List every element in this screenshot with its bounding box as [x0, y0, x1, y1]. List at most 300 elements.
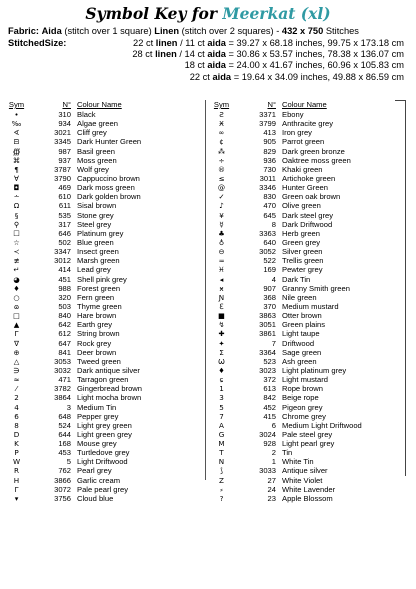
size-line	[8, 38, 412, 49]
row-number: 934	[58, 119, 71, 129]
row-number: 3346	[259, 183, 276, 193]
row-colour-name: Lead grey	[77, 265, 111, 275]
row-colour-name: Hare brown	[77, 311, 117, 321]
row-colour-name: Khaki green	[282, 164, 323, 174]
size-line-fabric2: aida	[207, 38, 226, 48]
table-row	[3, 339, 199, 348]
size-line-rest: = 39.27 x 68.18 inches, 99.75 x 173.18 cm	[228, 38, 404, 48]
row-number: 3033	[259, 466, 276, 476]
table-row	[3, 384, 199, 393]
row-number: 3021	[54, 128, 71, 138]
row-symbol: ?	[219, 493, 224, 503]
row-number: 3782	[54, 384, 71, 394]
row-colour-name: White Tin	[282, 457, 314, 467]
table-row	[3, 485, 199, 494]
title-pattern-name: Meerkat (xl)	[222, 4, 331, 23]
row-colour-name: Otter brown	[282, 311, 322, 321]
row-number: 645	[263, 210, 276, 220]
table-row	[3, 421, 199, 430]
row-symbol: ∸	[13, 192, 20, 202]
row-symbol: P	[14, 448, 19, 458]
row-symbol: ⊕	[13, 347, 20, 357]
stitched-size-label: StitchedSize:	[8, 38, 67, 48]
table-row	[208, 375, 404, 384]
title-prefix: Symbol Key for	[85, 4, 223, 23]
table-row	[3, 256, 199, 265]
row-number: 648	[58, 411, 71, 421]
table-row	[208, 476, 404, 485]
row-symbol: §	[14, 210, 19, 220]
table-row	[208, 494, 404, 503]
row-number: 523	[263, 356, 276, 366]
table-row	[208, 147, 404, 156]
row-colour-name: Light grey green	[77, 420, 132, 430]
row-symbol: ♣	[218, 228, 225, 238]
row-symbol: □	[13, 311, 20, 321]
row-number: 414	[58, 265, 71, 275]
row-number: 524	[58, 420, 71, 430]
row-number: 471	[58, 375, 71, 385]
row-number: 3799	[259, 119, 276, 129]
row-colour-name: Chrome grey	[282, 411, 326, 421]
row-number: 3863	[259, 311, 276, 321]
fabric-aida: Aida	[41, 26, 62, 36]
header-num: N°	[267, 100, 276, 109]
row-number: 3345	[54, 137, 71, 147]
row-number: 522	[263, 256, 276, 266]
stitch-count: 432 x 750	[281, 26, 324, 36]
row-colour-name: Nile green	[282, 292, 317, 302]
row-colour-name: Black	[77, 110, 96, 119]
row-colour-name: Apple Blossom	[282, 493, 333, 503]
table-row	[3, 329, 199, 338]
table-row	[3, 137, 199, 146]
row-colour-name: Herb green	[282, 228, 320, 238]
row-symbol: ≂	[218, 256, 225, 266]
row-colour-name: Light green grey	[77, 429, 132, 439]
row-colour-name: Trellis green	[282, 256, 324, 266]
row-symbol: T	[219, 448, 224, 458]
page-title	[0, 4, 416, 23]
row-number: 936	[263, 155, 276, 165]
row-symbol: ✓	[218, 192, 225, 202]
row-number: 370	[263, 301, 276, 311]
size-line-middle: / 14 ct	[179, 49, 205, 60]
row-symbol: ⁂	[217, 146, 226, 156]
row-colour-name: White Violet	[282, 475, 323, 485]
row-symbol: ■	[218, 311, 225, 321]
table-row	[208, 174, 404, 183]
row-colour-name: Deer brown	[77, 347, 117, 357]
size-line-rest: = 30.86 x 53.57 inches, 78.38 x 136.07 cm	[228, 49, 404, 60]
row-number: 829	[263, 146, 276, 156]
row-symbol: ○	[13, 292, 20, 302]
size-line-fabric: linen	[155, 49, 177, 60]
row-number: 2	[271, 448, 276, 458]
table-row	[3, 229, 199, 238]
row-colour-name: Pigeon grey	[282, 402, 323, 412]
row-colour-name: Thyme green	[77, 301, 122, 311]
row-symbol: ‰	[11, 119, 22, 129]
row-number: 3051	[259, 320, 276, 330]
row-number: 842	[263, 393, 276, 403]
row-colour-name: Cliff grey	[77, 128, 107, 138]
table-row	[208, 403, 404, 412]
row-symbol: Ω	[13, 201, 20, 211]
row-colour-name: Iron grey	[282, 128, 312, 138]
row-colour-name: Marsh green	[77, 256, 120, 266]
symbol-table-left	[3, 100, 199, 503]
row-symbol: ≈	[13, 375, 20, 385]
row-colour-name: Blue green	[77, 237, 114, 247]
row-number: 905	[263, 137, 276, 147]
row-symbol: △	[13, 356, 20, 366]
size-line-fabric: linen	[155, 38, 178, 48]
row-symbol: ÷	[218, 155, 225, 165]
row-colour-name: Rope brown	[282, 384, 323, 394]
row-symbol: Ɲ	[218, 292, 225, 302]
row-number: 169	[263, 265, 276, 275]
table-row	[208, 211, 404, 220]
row-colour-name: Wolf grey	[77, 164, 109, 174]
row-number: 8	[271, 219, 276, 229]
row-colour-name: Tarragon green	[77, 375, 129, 385]
table-row	[208, 119, 404, 128]
row-number: 988	[58, 283, 71, 293]
row-colour-name: Basil green	[77, 146, 115, 156]
row-symbol: ↯	[218, 320, 225, 330]
row-colour-name: Dark green bronze	[282, 146, 345, 156]
row-symbol: Γ	[14, 484, 19, 494]
table-row	[208, 156, 404, 165]
header-num: N°	[62, 100, 71, 109]
row-number: 830	[263, 192, 276, 202]
row-symbol: ♦	[13, 283, 20, 293]
row-number: 613	[263, 384, 276, 394]
header-sym: Sym	[213, 100, 230, 109]
row-colour-name: Mouse grey	[77, 439, 117, 449]
table-row	[208, 183, 404, 192]
row-symbol: 1	[219, 384, 224, 394]
row-colour-name: Green plains	[282, 320, 326, 330]
row-symbol: ⊖	[218, 247, 225, 257]
size-line-fabric: aida	[207, 60, 226, 71]
row-colour-name: String brown	[77, 329, 120, 339]
row-number: 413	[263, 128, 276, 138]
size-line-middle: / 11 ct	[180, 38, 205, 48]
table-row	[208, 320, 404, 329]
row-colour-name: Pearl grey	[77, 466, 112, 476]
column-divider	[205, 100, 206, 480]
row-number: 907	[263, 283, 276, 293]
table-row	[3, 275, 199, 284]
row-number: 368	[263, 292, 276, 302]
table-row	[3, 293, 199, 302]
table-row	[3, 265, 199, 274]
table-row	[208, 201, 404, 210]
table-row	[3, 320, 199, 329]
row-number: 937	[58, 155, 71, 165]
row-symbol: ◂	[219, 274, 224, 284]
table-row	[3, 494, 199, 503]
row-colour-name: Tweed green	[77, 356, 121, 366]
row-symbol: ∢	[13, 128, 20, 138]
row-number: 469	[58, 183, 71, 193]
fabric-linen-note: (stitch over 2 squares) -	[181, 26, 280, 36]
table-row	[208, 439, 404, 448]
row-symbol: ¶	[14, 164, 19, 174]
row-colour-name: Moss green	[77, 155, 117, 165]
header-name: Colour Name	[77, 100, 122, 109]
table-row	[3, 220, 199, 229]
row-symbol: 4	[14, 402, 19, 412]
table-row	[208, 256, 404, 265]
row-number: 7	[271, 338, 276, 348]
row-number: 4	[271, 274, 276, 284]
header-sym: Sym	[8, 100, 25, 109]
table-row	[208, 165, 404, 174]
row-symbol: 8	[14, 420, 19, 430]
row-symbol: ☐	[13, 228, 20, 238]
row-colour-name: Fern green	[77, 292, 115, 302]
row-colour-name: Pale steel grey	[282, 429, 333, 439]
row-symbol: ♪	[219, 201, 224, 211]
row-symbol: ∰	[12, 146, 21, 156]
row-number: 3347	[54, 247, 71, 257]
row-symbol: ⸗	[220, 484, 223, 494]
row-colour-name: Gingerbread brown	[77, 384, 143, 394]
row-colour-name: Light pearl grey	[282, 439, 335, 449]
table-row	[3, 147, 199, 156]
table-row	[208, 137, 404, 146]
row-symbol: N	[218, 457, 225, 467]
row-symbol: ⟆	[220, 466, 223, 476]
table-row	[3, 457, 199, 466]
row-colour-name: Medium Light Driftwood	[282, 420, 362, 430]
row-symbol: @	[217, 183, 226, 193]
row-symbol: Ӿ	[219, 119, 224, 129]
row-number: 640	[263, 237, 276, 247]
row-colour-name: Pale pearl grey	[77, 484, 129, 494]
row-symbol: ®	[217, 164, 226, 174]
row-colour-name: Dark steel grey	[282, 210, 334, 220]
table-row	[208, 466, 404, 475]
row-colour-name: Dark Tin	[282, 274, 311, 284]
size-line-count: 22 ct	[189, 71, 210, 82]
row-number: 3790	[54, 173, 71, 183]
fabric-linen: Linen	[154, 26, 180, 36]
row-colour-name: Ash green	[282, 356, 317, 366]
table-row	[3, 238, 199, 247]
row-number: 3023	[259, 365, 276, 375]
row-symbol: ¥	[219, 210, 224, 220]
row-symbol: H	[13, 475, 20, 485]
row-number: 610	[58, 192, 71, 202]
table-row	[3, 284, 199, 293]
row-colour-name: Anthracite grey	[282, 119, 334, 129]
row-number: 1	[271, 457, 276, 467]
row-symbol: Γ	[14, 329, 19, 339]
row-colour-name: Driftwood	[282, 338, 315, 348]
table-body-left	[3, 110, 199, 503]
row-colour-name: Granny Smith green	[282, 283, 350, 293]
row-symbol: A	[219, 420, 224, 430]
size-lines	[8, 38, 412, 83]
row-colour-name: Tin	[282, 448, 293, 458]
row-number: 6	[271, 420, 276, 430]
row-colour-name: Green grey	[282, 237, 320, 247]
row-symbol: R	[14, 466, 19, 476]
row-symbol: ℇ	[219, 301, 224, 311]
row-number: 3787	[54, 164, 71, 174]
row-colour-name: Rock grey	[77, 338, 112, 348]
table-row	[208, 311, 404, 320]
row-symbol: W	[12, 457, 21, 467]
row-symbol: ▾	[14, 493, 19, 503]
table-row	[3, 448, 199, 457]
row-number: 168	[58, 439, 71, 449]
table-row	[208, 265, 404, 274]
row-number: 320	[58, 292, 71, 302]
row-colour-name: Steel grey	[77, 219, 112, 229]
table-row	[3, 403, 199, 412]
table-row	[208, 357, 404, 366]
table-header	[3, 100, 199, 110]
row-colour-name: Parrot green	[282, 137, 325, 147]
row-symbol: ӿ	[219, 283, 224, 293]
row-colour-name: Medium mustard	[282, 301, 339, 311]
table-row	[3, 211, 199, 220]
row-colour-name: Insect green	[77, 247, 119, 257]
row-colour-name: Earth grey	[77, 320, 113, 330]
table-row	[3, 302, 199, 311]
row-symbol: ∀	[14, 173, 19, 183]
row-colour-name: Forest green	[77, 283, 121, 293]
row-number: 503	[58, 301, 71, 311]
row-symbol: 3	[219, 393, 224, 403]
row-number: 647	[58, 338, 71, 348]
row-number: 3011	[259, 173, 276, 183]
row-symbol: Ѡ	[218, 356, 225, 366]
row-colour-name: Garlic cream	[77, 475, 121, 485]
row-colour-name: Light mocha brown	[77, 393, 142, 403]
table-body-right	[208, 110, 404, 503]
table-row	[3, 119, 199, 128]
table-row	[3, 156, 199, 165]
table-row	[3, 165, 199, 174]
table-row	[208, 329, 404, 338]
table-row	[208, 229, 404, 238]
row-colour-name: Dark moss green	[77, 183, 135, 193]
row-symbol: ⌘	[12, 155, 21, 165]
header-name: Colour Name	[282, 100, 327, 109]
table-row	[208, 448, 404, 457]
row-number: 611	[58, 201, 71, 211]
row-number: 5	[66, 457, 71, 467]
row-symbol: ☆	[13, 237, 20, 247]
row-colour-name: Light taupe	[282, 329, 320, 339]
row-colour-name: Pewter grey	[282, 265, 323, 275]
table-row	[208, 457, 404, 466]
row-colour-name: Ebony	[282, 110, 304, 119]
row-colour-name: Medium Tin	[77, 402, 117, 412]
size-line-count: 28 ct	[132, 49, 153, 60]
row-colour-name: Cappuccino brown	[77, 173, 140, 183]
row-number: 840	[58, 311, 71, 321]
row-symbol: ♦	[218, 365, 225, 375]
size-line-fabric: aida	[212, 71, 232, 82]
row-number: 452	[263, 402, 276, 412]
row-colour-name: Green oak brown	[282, 192, 341, 202]
table-row	[208, 192, 404, 201]
row-symbol: ✦	[218, 338, 225, 348]
row-colour-name: Sisal brown	[77, 201, 117, 211]
row-colour-name: Dark golden brown	[77, 192, 141, 202]
size-line-count: 22 ct	[133, 38, 154, 48]
row-number: 470	[263, 201, 276, 211]
fabric-label: Fabric:	[8, 26, 39, 36]
row-symbol: •	[14, 110, 19, 119]
row-colour-name: Hunter Green	[282, 183, 329, 193]
size-line-count: 18 ct	[184, 60, 205, 71]
table-row	[208, 110, 404, 119]
row-number: 3053	[54, 356, 71, 366]
size-line	[8, 49, 412, 60]
row-symbol: ¢	[219, 137, 224, 147]
table-row	[3, 192, 199, 201]
table-row	[3, 247, 199, 256]
table-row	[208, 247, 404, 256]
row-number: 841	[58, 347, 71, 357]
row-number: 24	[267, 484, 276, 494]
row-colour-name: Light Driftwood	[77, 457, 128, 467]
table-row	[3, 393, 199, 402]
table-row	[208, 275, 404, 284]
table-row	[3, 183, 199, 192]
size-line-fabric2: aida	[207, 49, 226, 60]
row-number: 502	[58, 237, 71, 247]
row-colour-name: Dark Driftwood	[282, 219, 333, 229]
table-row	[208, 293, 404, 302]
row-number: 3364	[259, 347, 276, 357]
row-number: 3032	[54, 365, 71, 375]
row-number: 3371	[259, 110, 276, 119]
table-row	[208, 393, 404, 402]
row-number: 453	[58, 448, 71, 458]
row-colour-name: Cloud blue	[77, 493, 114, 503]
row-number: 3024	[259, 429, 276, 439]
stitch-word: Stitches	[325, 26, 359, 36]
row-symbol: ⊟	[13, 137, 20, 147]
table-row	[208, 384, 404, 393]
row-symbol: ◘	[13, 183, 20, 193]
row-symbol: ≺	[13, 247, 20, 257]
row-symbol: ↵	[13, 265, 20, 275]
row-symbol: 7	[219, 411, 224, 421]
row-colour-name: White Lavender	[282, 484, 336, 494]
row-number: 310	[58, 110, 71, 119]
table-row	[3, 110, 199, 119]
row-symbol: D	[13, 429, 20, 439]
table-row	[3, 357, 199, 366]
row-number: 987	[58, 146, 71, 156]
row-colour-name: Dark Hunter Green	[77, 137, 142, 147]
row-number: 612	[58, 329, 71, 339]
row-symbol: ✚	[218, 329, 225, 339]
row-number: 3	[66, 402, 71, 412]
row-symbol: 2	[14, 393, 19, 403]
row-number: 451	[58, 274, 71, 284]
